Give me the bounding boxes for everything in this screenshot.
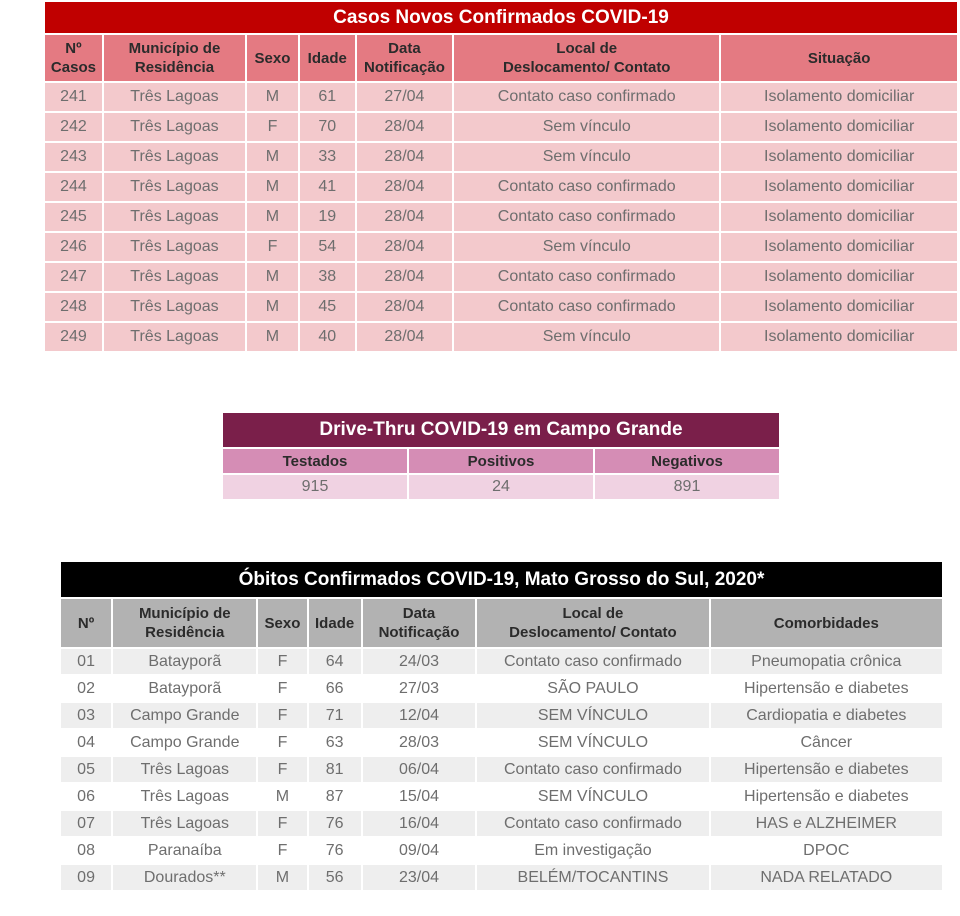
- casos-row-cell: 246: [45, 233, 102, 261]
- casos-row-cell: 242: [45, 113, 102, 141]
- obitos-header-2: Sexo: [258, 599, 306, 647]
- drive-values-row: [223, 475, 779, 499]
- casos-row-cell: F: [247, 233, 298, 261]
- casos-row-cell: Três Lagoas: [104, 263, 245, 291]
- obitos-header-1: Município de Residência: [113, 599, 256, 647]
- casos-row-cell: 70: [300, 113, 355, 141]
- casos-row-cell: M: [247, 83, 298, 111]
- obitos-row-cell: Dourados**: [113, 865, 256, 890]
- obitos-row-cell: 27/03: [363, 676, 476, 701]
- casos-row-cell: Isolamento domiciliar: [721, 113, 957, 141]
- obitos-header-6: Comorbidades: [711, 599, 942, 647]
- obitos-row-cell: F: [258, 649, 306, 674]
- casos-row-cell: M: [247, 143, 298, 171]
- casos-row: [45, 143, 957, 171]
- casos-row-cell: 61: [300, 83, 355, 111]
- casos-row-cell: Sem vínculo: [454, 323, 719, 351]
- obitos-header-row: [61, 599, 942, 647]
- casos-row-cell: Isolamento domiciliar: [721, 263, 957, 291]
- obitos-row-cell: Contato caso confirmado: [477, 649, 708, 674]
- casos-row-cell: 54: [300, 233, 355, 261]
- casos-row-cell: Sem vínculo: [454, 143, 719, 171]
- obitos-row-cell: Paranaíba: [113, 838, 256, 863]
- casos-row-cell: 28/04: [357, 293, 452, 321]
- obitos-row-cell: 08: [61, 838, 111, 863]
- obitos-row-cell: 28/03: [363, 730, 476, 755]
- casos-row-cell: Contato caso confirmado: [454, 263, 719, 291]
- drive-header-positivos: Positivos: [409, 449, 593, 473]
- casos-row-cell: Três Lagoas: [104, 233, 245, 261]
- drive-value-testados: 915: [223, 475, 407, 499]
- casos-row-cell: 245: [45, 203, 102, 231]
- casos-row: [45, 203, 957, 231]
- casos-row-cell: 27/04: [357, 83, 452, 111]
- casos-row-cell: 241: [45, 83, 102, 111]
- obitos-row-cell: 15/04: [363, 784, 476, 809]
- obitos-row-cell: 03: [61, 703, 111, 728]
- obitos-row-cell: Batayporã: [113, 676, 256, 701]
- casos-row-cell: Três Lagoas: [104, 173, 245, 201]
- casos-header-5: Local de Deslocamento/ Contato: [454, 35, 719, 81]
- obitos-row-cell: Três Lagoas: [113, 811, 256, 836]
- casos-row-cell: 38: [300, 263, 355, 291]
- casos-row-cell: 41: [300, 173, 355, 201]
- obitos-row-cell: SEM VÍNCULO: [477, 784, 708, 809]
- casos-row: [45, 113, 957, 141]
- obitos-row-cell: F: [258, 811, 306, 836]
- obitos-row: [61, 757, 942, 782]
- obitos-row-cell: M: [258, 784, 306, 809]
- casos-header-1: Município de Residência: [104, 35, 245, 81]
- casos-row-cell: 33: [300, 143, 355, 171]
- drive-thru-table: [221, 411, 781, 501]
- obitos-row-cell: 81: [309, 757, 361, 782]
- obitos-header-4: Data Notificação: [363, 599, 476, 647]
- casos-row-cell: 249: [45, 323, 102, 351]
- obitos-row: [61, 730, 942, 755]
- casos-header-4: Data Notificação: [357, 35, 452, 81]
- obitos-row-cell: Três Lagoas: [113, 757, 256, 782]
- casos-row-cell: M: [247, 263, 298, 291]
- obitos-row-cell: DPOC: [711, 838, 942, 863]
- obitos-row-cell: SEM VÍNCULO: [477, 703, 708, 728]
- casos-row: [45, 323, 957, 351]
- casos-title: Casos Novos Confirmados COVID-19: [45, 2, 957, 33]
- casos-body: [45, 83, 957, 351]
- obitos-row: [61, 649, 942, 674]
- obitos-row-cell: F: [258, 838, 306, 863]
- casos-row-cell: 40: [300, 323, 355, 351]
- casos-row: [45, 293, 957, 321]
- casos-header-row: [45, 35, 957, 81]
- casos-row-cell: 243: [45, 143, 102, 171]
- obitos-row-cell: 09: [61, 865, 111, 890]
- casos-row-cell: Isolamento domiciliar: [721, 233, 957, 261]
- obitos-row-cell: 71: [309, 703, 361, 728]
- obitos-row-cell: 05: [61, 757, 111, 782]
- casos-row-cell: 244: [45, 173, 102, 201]
- drive-header-row: [223, 449, 779, 473]
- casos-row-cell: 28/04: [357, 173, 452, 201]
- obitos-row-cell: F: [258, 676, 306, 701]
- drive-value-positivos: 24: [409, 475, 593, 499]
- obitos-row: [61, 703, 942, 728]
- casos-row: [45, 173, 957, 201]
- casos-row-cell: Isolamento domiciliar: [721, 323, 957, 351]
- casos-row-cell: 28/04: [357, 143, 452, 171]
- casos-row-cell: 28/04: [357, 263, 452, 291]
- drive-title: Drive-Thru COVID-19 em Campo Grande: [223, 413, 779, 447]
- obitos-row-cell: Hipertensão e diabetes: [711, 676, 942, 701]
- obitos-row-cell: 76: [309, 838, 361, 863]
- obitos-body: [61, 649, 942, 890]
- obitos-row-cell: 63: [309, 730, 361, 755]
- obitos-table: [59, 560, 944, 892]
- obitos-row-cell: 09/04: [363, 838, 476, 863]
- obitos-row-cell: Em investigação: [477, 838, 708, 863]
- casos-row-cell: 45: [300, 293, 355, 321]
- casos-row-cell: 248: [45, 293, 102, 321]
- casos-novos-table: [43, 0, 959, 353]
- obitos-header-0: Nº: [61, 599, 111, 647]
- obitos-row: [61, 865, 942, 890]
- casos-header-2: Sexo: [247, 35, 298, 81]
- casos-row-cell: Sem vínculo: [454, 113, 719, 141]
- casos-row-cell: 247: [45, 263, 102, 291]
- obitos-row-cell: M: [258, 865, 306, 890]
- obitos-row-cell: Campo Grande: [113, 730, 256, 755]
- obitos-row-cell: 06/04: [363, 757, 476, 782]
- obitos-row-cell: Hipertensão e diabetes: [711, 784, 942, 809]
- casos-row-cell: 28/04: [357, 233, 452, 261]
- casos-row: [45, 263, 957, 291]
- obitos-row-cell: 24/03: [363, 649, 476, 674]
- casos-row-cell: M: [247, 173, 298, 201]
- obitos-row-cell: Batayporã: [113, 649, 256, 674]
- obitos-row-cell: SÃO PAULO: [477, 676, 708, 701]
- casos-row-cell: 28/04: [357, 323, 452, 351]
- obitos-row-cell: F: [258, 757, 306, 782]
- drive-header-testados: Testados: [223, 449, 407, 473]
- obitos-row-cell: HAS e ALZHEIMER: [711, 811, 942, 836]
- obitos-row: [61, 838, 942, 863]
- casos-row-cell: Isolamento domiciliar: [721, 83, 957, 111]
- obitos-row-cell: 66: [309, 676, 361, 701]
- obitos-row-cell: NADA RELATADO: [711, 865, 942, 890]
- obitos-row-cell: 01: [61, 649, 111, 674]
- casos-row-cell: Contato caso confirmado: [454, 173, 719, 201]
- obitos-row-cell: BELÉM/TOCANTINS: [477, 865, 708, 890]
- obitos-row-cell: 76: [309, 811, 361, 836]
- casos-row: [45, 233, 957, 261]
- obitos-row-cell: Contato caso confirmado: [477, 811, 708, 836]
- obitos-row-cell: 87: [309, 784, 361, 809]
- casos-header-6: Situação: [721, 35, 957, 81]
- casos-row-cell: F: [247, 113, 298, 141]
- casos-header-0: Nº Casos: [45, 35, 102, 81]
- casos-row-cell: Sem vínculo: [454, 233, 719, 261]
- casos-row-cell: Contato caso confirmado: [454, 203, 719, 231]
- obitos-row-cell: 56: [309, 865, 361, 890]
- casos-row-cell: Isolamento domiciliar: [721, 293, 957, 321]
- casos-row-cell: M: [247, 293, 298, 321]
- obitos-header-5: Local de Deslocamento/ Contato: [477, 599, 708, 647]
- obitos-row-cell: Três Lagoas: [113, 784, 256, 809]
- casos-row-cell: Três Lagoas: [104, 113, 245, 141]
- casos-row-cell: Três Lagoas: [104, 323, 245, 351]
- obitos-row-cell: Campo Grande: [113, 703, 256, 728]
- obitos-row: [61, 784, 942, 809]
- obitos-row-cell: Pneumopatia crônica: [711, 649, 942, 674]
- obitos-row-cell: 06: [61, 784, 111, 809]
- casos-row-cell: 28/04: [357, 113, 452, 141]
- casos-row: [45, 83, 957, 111]
- casos-row-cell: Isolamento domiciliar: [721, 143, 957, 171]
- obitos-row-cell: 02: [61, 676, 111, 701]
- obitos-row-cell: 12/04: [363, 703, 476, 728]
- obitos-row-cell: 64: [309, 649, 361, 674]
- casos-row-cell: Três Lagoas: [104, 203, 245, 231]
- casos-row-cell: M: [247, 203, 298, 231]
- casos-row-cell: Três Lagoas: [104, 83, 245, 111]
- obitos-row-cell: 23/04: [363, 865, 476, 890]
- obitos-title: Óbitos Confirmados COVID-19, Mato Grosso do Sul, 2020*: [61, 562, 942, 597]
- obitos-row: [61, 811, 942, 836]
- obitos-row: [61, 676, 942, 701]
- casos-row-cell: Isolamento domiciliar: [721, 203, 957, 231]
- obitos-row-cell: F: [258, 703, 306, 728]
- casos-row-cell: M: [247, 323, 298, 351]
- casos-header-3: Idade: [300, 35, 355, 81]
- casos-row-cell: Contato caso confirmado: [454, 83, 719, 111]
- obitos-row-cell: Cardiopatia e diabetes: [711, 703, 942, 728]
- casos-row-cell: 19: [300, 203, 355, 231]
- obitos-row-cell: 04: [61, 730, 111, 755]
- drive-value-negativos: 891: [595, 475, 779, 499]
- casos-row-cell: Contato caso confirmado: [454, 293, 719, 321]
- casos-row-cell: Três Lagoas: [104, 293, 245, 321]
- obitos-row-cell: 07: [61, 811, 111, 836]
- casos-row-cell: 28/04: [357, 203, 452, 231]
- casos-row-cell: Isolamento domiciliar: [721, 173, 957, 201]
- obitos-row-cell: Hipertensão e diabetes: [711, 757, 942, 782]
- drive-header-negativos: Negativos: [595, 449, 779, 473]
- obitos-row-cell: Câncer: [711, 730, 942, 755]
- obitos-row-cell: Contato caso confirmado: [477, 757, 708, 782]
- obitos-header-3: Idade: [309, 599, 361, 647]
- casos-row-cell: Três Lagoas: [104, 143, 245, 171]
- obitos-row-cell: F: [258, 730, 306, 755]
- obitos-row-cell: 16/04: [363, 811, 476, 836]
- obitos-row-cell: SEM VÍNCULO: [477, 730, 708, 755]
